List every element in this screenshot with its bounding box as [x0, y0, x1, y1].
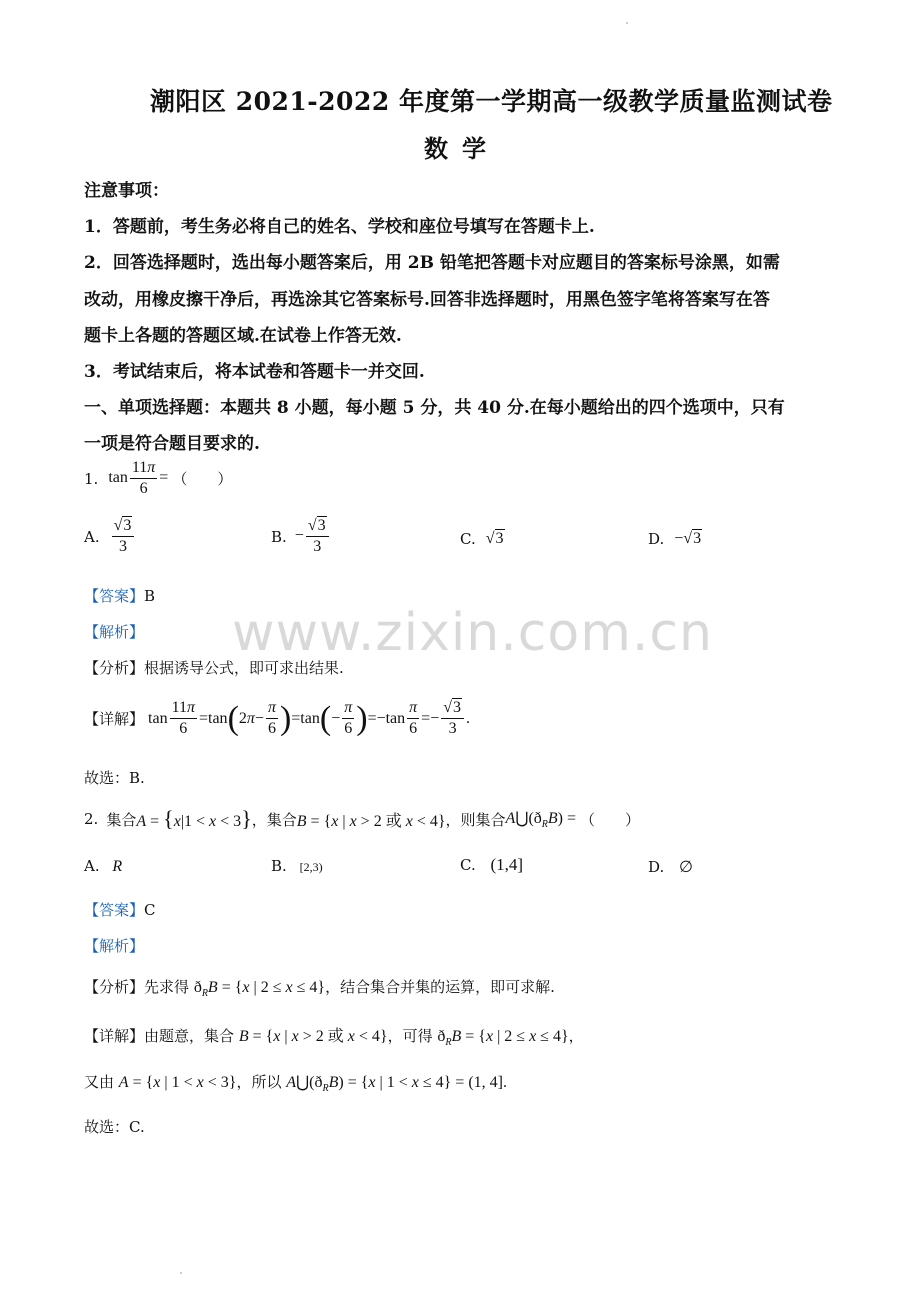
q1-option-d: D. −√3: [648, 530, 702, 548]
q2-option-a-value: R: [112, 858, 123, 875]
q1-detail: 【详解】 tan $\frac{11\pi}{6}$ =tan ( 2 π − $\frac{\pi}{6}$ ) =tan ( − $\frac{\pi}{6}$ ) =−tan $\frac{\pi}{6}$ =− $\frac{√3}{3}$ .: [84, 699, 470, 737]
q2-outline: 【分析】先求得 $ð_RB = \{x$ | 2 ≤ x ≤ 4}，结合集合并集的运算，即可求解.: [84, 978, 555, 1000]
q2-outline-complement: $ð_RB = \{x$ | 2 ≤ x ≤ 4}: [193, 979, 326, 1000]
q1-analysis-label: 【解析】: [84, 623, 145, 641]
q1-option-c: C. √3: [460, 530, 504, 548]
q1-stem: [84, 458, 232, 499]
q2-option-d: D. ∅: [648, 858, 693, 876]
q2-target-set: $A⋃(ð_RB)$ =: [505, 809, 577, 831]
section-1-line-1: 一、单项选择题：本题共 8 小题，每小题 5 分，共 40 分.在每小题给出的四个选项中，只有: [84, 398, 785, 418]
q2-detail-set-b: B = {x | x > 2 或 x < 4}: [238, 1028, 388, 1045]
q1-number: 1.: [84, 469, 99, 488]
q2-detail-set-a: A = {x | 1 < x < 3}: [118, 1074, 237, 1091]
q1-option-b-value: − $\frac{√3}{3}$: [295, 516, 331, 557]
q1-option-a-value: $\frac{√3}{3}$: [110, 516, 137, 557]
q2-detail-result: $A⋃(ð_RB) = \{x$ | 1 < x ≤ 4} = (1, 4].: [286, 1074, 507, 1095]
q2-option-c-value: (1,4]: [490, 855, 524, 874]
scan-dot: [180, 1272, 182, 1274]
q2-answer: 【答案】C: [84, 901, 156, 919]
q2-option-a: A. R: [84, 857, 123, 875]
q2-option-b: B. [2,3): [271, 857, 323, 875]
section-1-line-2: 一项是符合题目要求的.: [84, 434, 260, 454]
notice-heading: 注意事项：: [84, 181, 169, 201]
q1-expression: tan $\frac{11\pi}{6}$ =: [108, 459, 169, 497]
notice-item-2-line-1: 2．回答选择题时，选出每小题答案后，用 2B 铅笔把答题卡对应题目的答案标号涂黑，如需: [84, 253, 780, 273]
q2-set-b: B = {x | x > 2 或 x < 4}: [296, 812, 446, 830]
q2-set-a: A = {x|1 < x < 3}: [136, 806, 252, 831]
watermark: www.zixin.com.cn: [232, 603, 713, 663]
q1-outline: 【分析】根据诱导公式，即可求出结果.: [84, 659, 344, 677]
notice-item-1: 1．答题前，考生务必将自己的姓名、学校和座位号填写在答题卡上.: [84, 217, 595, 237]
q2-detail-line-2: 又由 A = {x | 1 < x < 3}，所以 $A⋃(ð_RB) = \{x$ | 1 < x ≤ 4} = (1, 4].: [84, 1073, 507, 1095]
q2-option-c: C. (1,4]: [460, 855, 524, 874]
scan-dot: [626, 22, 628, 24]
q1-option-a: A. $\frac{√3}{3}$: [84, 516, 136, 557]
q2-detail-complement: $ð_RB = \{x$ | 2 ≤ x ≤ 4}: [437, 1028, 569, 1049]
q1-conclusion: 故选：B.: [84, 769, 145, 787]
exam-title: 潮阳区 2021-2022 年度第一学期高一级教学质量监测试卷: [150, 87, 833, 116]
q2-detail: 【详解】由题意，集合 B = {x | x > 2 或 x < 4}，可得 $ð_RB = \{x$ | 2 ≤ x ≤ 4}，: [84, 1027, 584, 1049]
q1-detail-equation: tan $\frac{11\pi}{6}$ =tan ( 2 π − $\frac{\pi}{6}$ ) =tan ( − $\frac{\pi}{6}$ ) =−tan $\frac{\pi}{6}$ =− $\frac{√3}{3}$ .: [148, 699, 470, 737]
notice-item-2-line-2: 改动，用橡皮擦干净后，再选涂其它答案标号.回答非选择题时，用黑色签字笔将答案写在答: [84, 290, 770, 310]
q2-number: 2.: [84, 810, 99, 828]
q1-option-c-value: √3: [485, 530, 504, 547]
exam-subject: 数学: [424, 134, 500, 163]
notice-item-2-line-3: 题卡上各题的答题区域.在试卷上作答无效.: [84, 326, 402, 346]
notice-item-3: 3．考试结束后，将本试卷和答题卡一并交回.: [84, 362, 425, 382]
q1-option-b: B. − $\frac{√3}{3}$: [271, 516, 331, 557]
q2-analysis-label: 【解析】: [84, 937, 145, 955]
q2-stem: 2. 集合 A = {x|1 < x < 3} ，集合 B = {x | x > 2 或 x < 4} ，则集合 $A⋃(ð_RB)$ = （ ）: [84, 806, 641, 831]
q1-paren: （ ）: [172, 470, 233, 488]
q1-answer: 【答案】B: [84, 587, 156, 605]
q2-option-b-value: [2,3): [299, 860, 323, 874]
q2-conclusion: 故选：C.: [84, 1118, 145, 1136]
q1-option-d-value: −√3: [674, 530, 702, 547]
q2-option-d-value: ∅: [679, 859, 693, 876]
